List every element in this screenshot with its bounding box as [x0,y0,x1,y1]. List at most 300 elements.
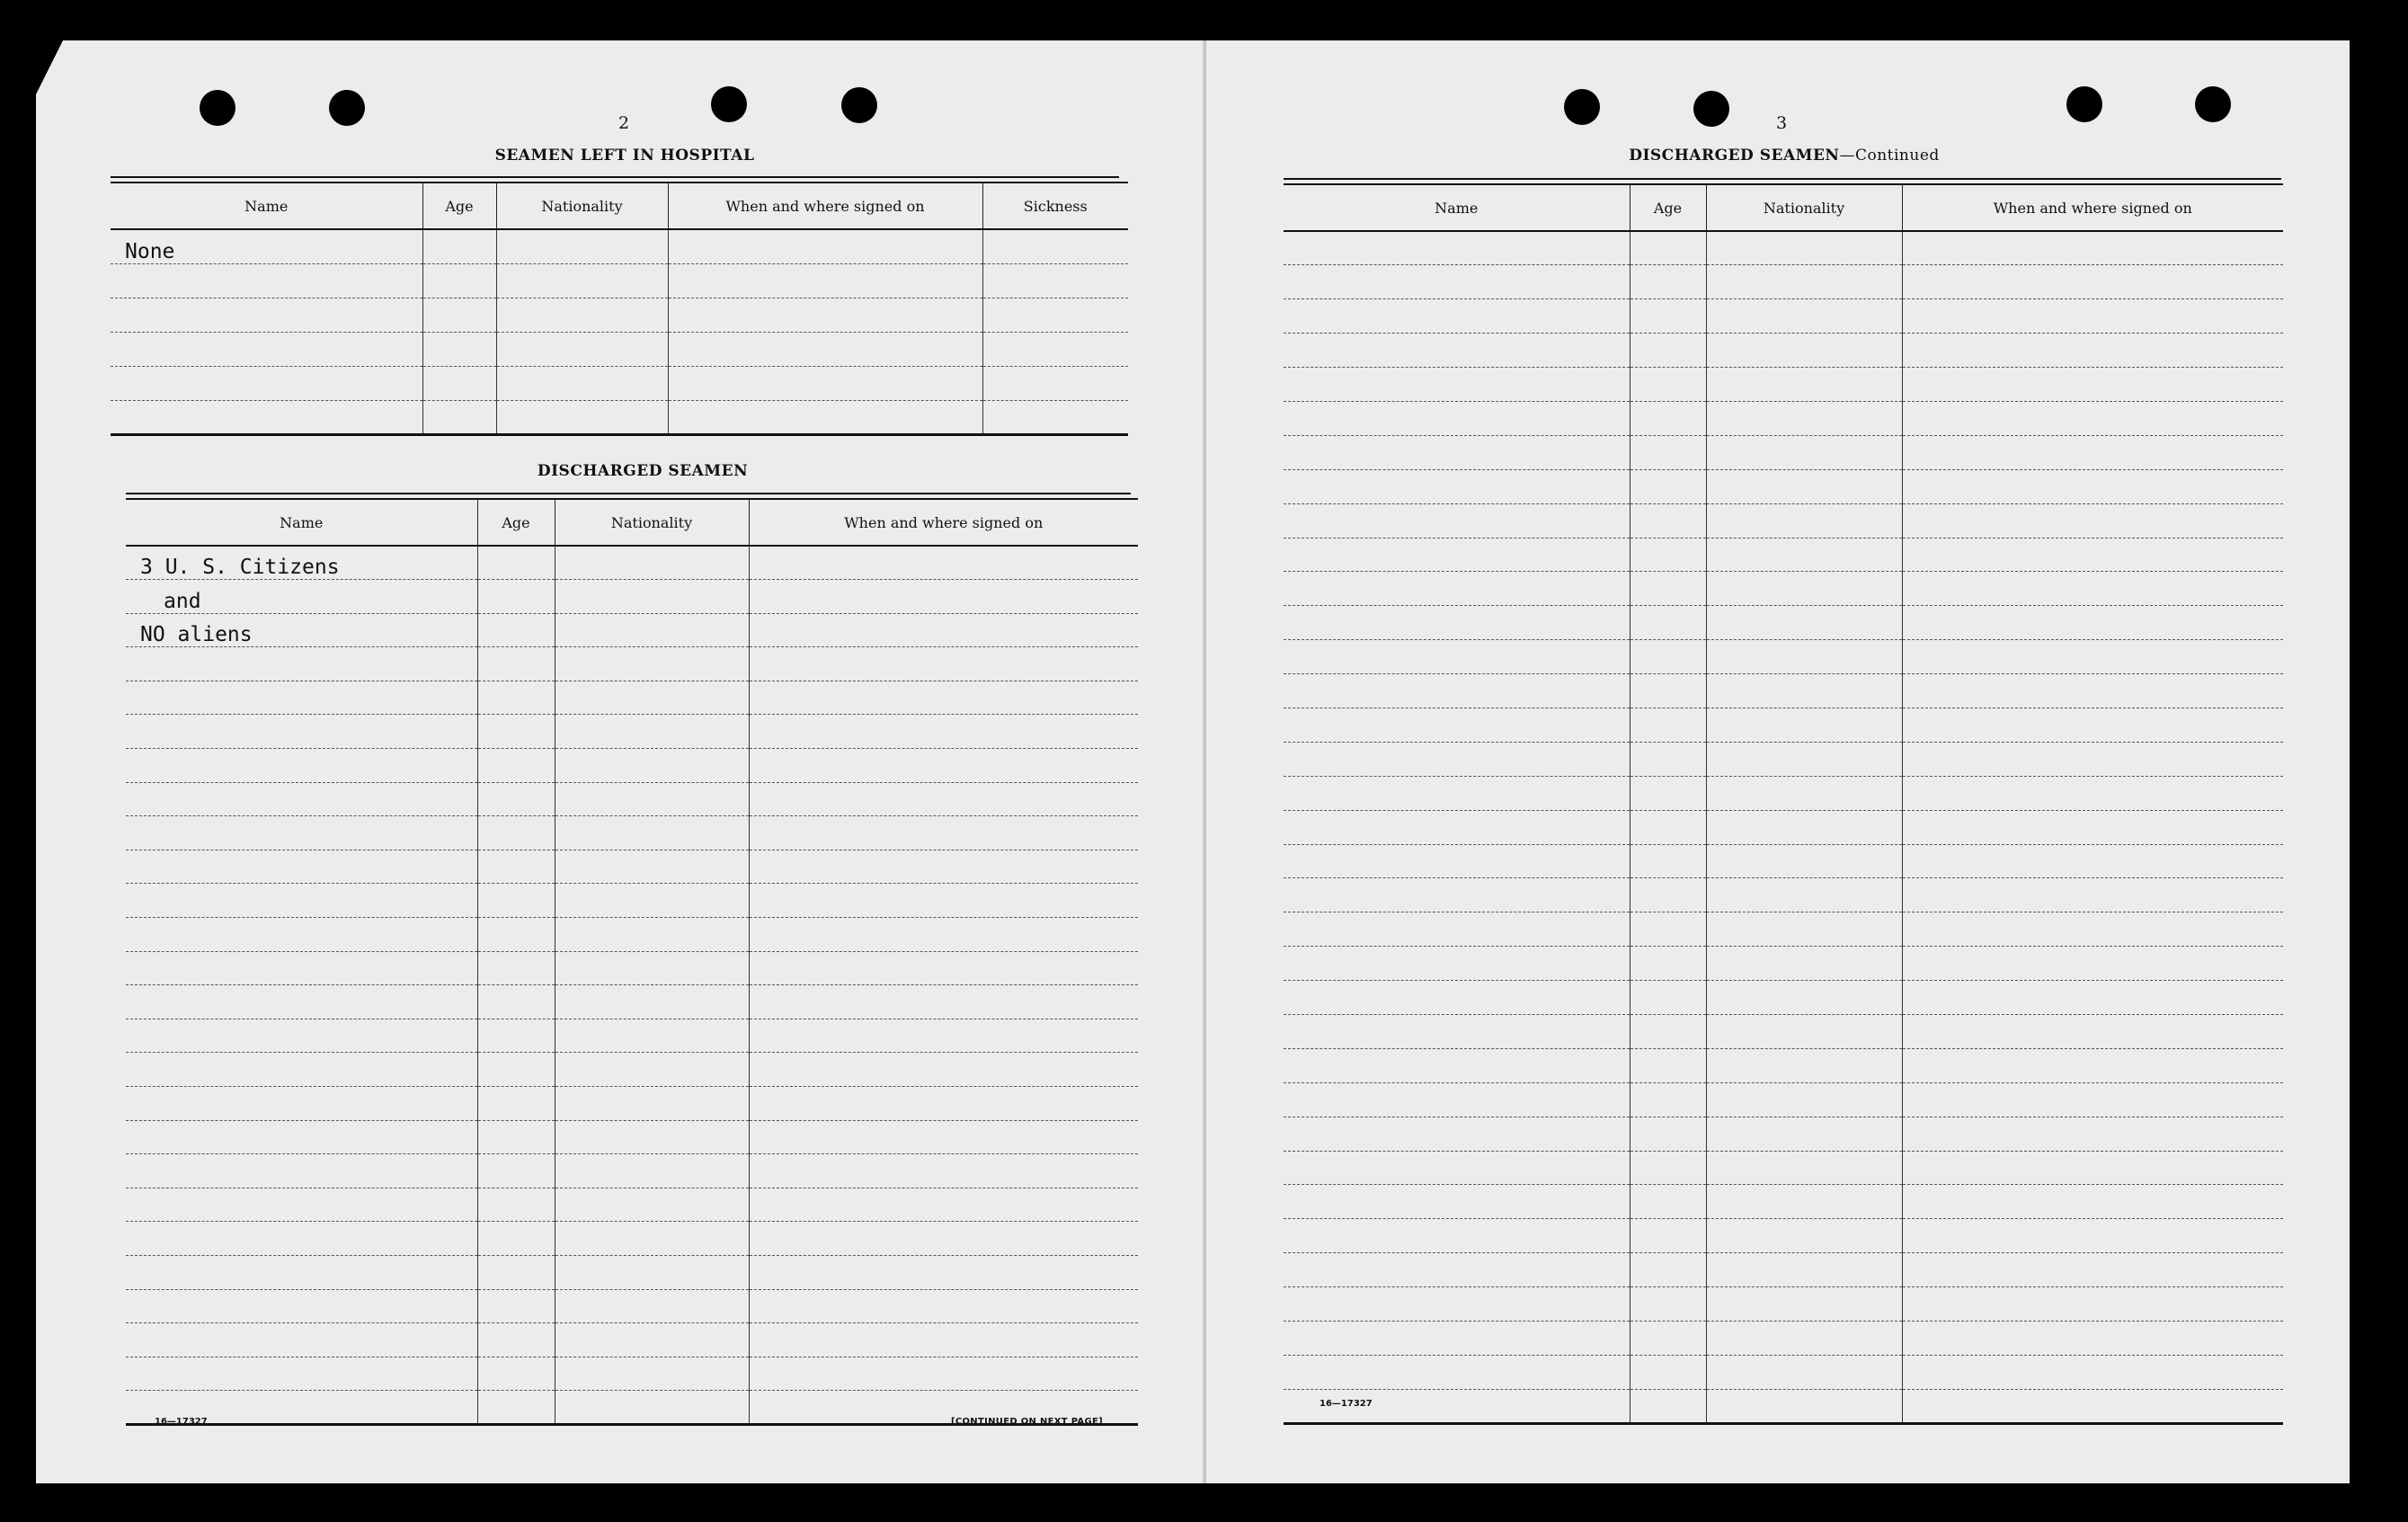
table-cell [126,1019,477,1053]
table-cell [1630,1048,1706,1082]
table-row [126,1255,1138,1289]
table-cell [1630,503,1706,538]
table-cell [749,951,1138,985]
table-cell [496,298,668,332]
table-cell [1706,435,1902,469]
table-row [126,1120,1138,1154]
table-cell [1284,503,1630,538]
table-cell [1284,265,1630,299]
table-header-row [1284,184,2283,231]
table-cell [1902,469,2283,503]
punch-hole [2195,86,2231,122]
table-cell [126,1323,477,1357]
table-cell [749,647,1138,681]
table-cell [1284,1287,1630,1322]
table-row [111,229,1128,263]
table-cell [1630,368,1706,402]
table-cell [1902,1014,2283,1048]
table-row [126,1087,1138,1121]
table-cell [1630,538,1706,572]
table-row [1284,231,2283,265]
table-cell [1706,606,1902,640]
table-cell [555,951,749,985]
table-cell [1902,572,2283,606]
table-cell [1706,334,1902,368]
table-header-row [111,182,1128,229]
table-cell: and [126,580,477,614]
table-cell [982,263,1128,298]
table-cell [668,263,982,298]
table-cell [477,816,555,850]
table-cell [749,850,1138,884]
table-row [126,816,1138,850]
table-cell [1630,1014,1706,1048]
table-cell [126,1289,477,1323]
table-cell [668,332,982,366]
table-cell [111,332,422,366]
table-cell [477,1120,555,1154]
discharged-table [126,498,1138,1426]
table-cell [126,1255,477,1289]
table-cell [1630,947,1706,981]
table-cell [749,1087,1138,1121]
table-cell [1630,810,1706,844]
table-row [126,1289,1138,1323]
column-header-age: Age [422,182,496,229]
table-cell [1630,469,1706,503]
table-cell [1902,231,2283,265]
table-cell [126,884,477,918]
table-row [126,613,1138,647]
table-cell [1706,1355,1902,1389]
table-cell [1284,878,1630,912]
table-cell [1902,265,2283,299]
table-cell [1630,1322,1706,1356]
table-cell [1902,1389,2283,1423]
table-cell [126,647,477,681]
table-cell [555,1222,749,1256]
punch-hole [329,90,365,126]
table-cell [1630,1219,1706,1253]
table-row [1284,606,2283,640]
table-cell [1284,981,1630,1015]
table-cell [496,332,668,366]
table-cell [1706,368,1902,402]
table-cell [555,1087,749,1121]
table-cell [555,1120,749,1154]
table-cell [749,749,1138,783]
table-row [111,400,1128,434]
table-cell: None [111,229,422,263]
table-cell [1284,947,1630,981]
table-row [111,263,1128,298]
table-cell [1902,435,2283,469]
table-cell [749,1154,1138,1188]
table-cell [1630,606,1706,640]
table-row [1284,1048,2283,1082]
table-row [1284,538,2283,572]
table-cell [422,298,496,332]
table-cell [1284,435,1630,469]
punch-hole [711,86,747,122]
table-cell [1284,469,1630,503]
table-row [126,1323,1138,1357]
table-cell [126,1188,477,1222]
table-cell [1902,1287,2283,1322]
discharged-continued-title [1582,147,1986,165]
table-cell [749,884,1138,918]
punch-hole [2066,86,2102,122]
table-header-row [126,499,1138,546]
title-text: DISCHARGED SEAMEN [1629,147,1840,165]
table-cell [126,1222,477,1256]
table-cell [982,366,1128,400]
table-cell [1902,742,2283,776]
table-cell [126,749,477,783]
table-cell [1630,674,1706,708]
table-cell [1706,265,1902,299]
table-cell [477,1357,555,1391]
table-cell [1706,674,1902,708]
table-cell [1630,844,1706,878]
title-rule [126,493,1131,494]
table-row [1284,265,2283,299]
table-cell [1630,1117,1706,1151]
table-cell [422,400,496,434]
column-header-name: Name [126,499,477,546]
table-row [1284,1082,2283,1117]
table-cell [749,681,1138,715]
table-cell [496,229,668,263]
table-cell [1630,1151,1706,1185]
table-cell [1284,368,1630,402]
table-cell [126,985,477,1019]
form-number-right: 16—17327 [1320,1399,1373,1409]
table-cell [1902,776,2283,810]
table-cell [1284,1082,1630,1117]
table-cell [1902,640,2283,674]
table-cell [555,918,749,952]
table-cell [1902,334,2283,368]
table-row [1284,1287,2283,1322]
table-row [126,1053,1138,1087]
table-cell [1284,1151,1630,1185]
table-cell [477,1019,555,1053]
table-row [126,850,1138,884]
table-cell [1284,606,1630,640]
table-cell [1630,1287,1706,1322]
table-cell [1284,572,1630,606]
title-rule [111,176,1119,178]
table-cell [1706,878,1902,912]
form-number-left: 16—17327 [155,1417,208,1427]
table-cell [1706,1082,1902,1117]
table-cell [1706,1253,1902,1287]
table-cell [555,749,749,783]
table-cell [422,263,496,298]
column-header-name: Name [111,182,422,229]
table-cell [1706,1117,1902,1151]
table-cell [1902,1322,2283,1356]
table-cell [749,1323,1138,1357]
table-row [1284,1219,2283,1253]
table-cell [1902,844,2283,878]
table-cell [1706,1185,1902,1219]
table-cell [749,1357,1138,1391]
table-cell [555,1391,749,1425]
table-cell [668,229,982,263]
table-row [111,332,1128,366]
table-cell [1902,401,2283,435]
table-row [1284,1185,2283,1219]
table-cell [1902,878,2283,912]
table-cell [422,332,496,366]
continued-note: [CONTINUED ON NEXT PAGE] [951,1417,1103,1427]
table-cell [1706,742,1902,776]
table-cell [1630,1355,1706,1389]
table-row [126,884,1138,918]
table-cell [1902,1151,2283,1185]
punch-hole [841,87,877,123]
discharged-section-title: DISCHARGED SEAMEN [537,462,749,480]
table-cell [1902,674,2283,708]
table-cell [126,918,477,952]
table-row [1284,1389,2283,1423]
table-cell [555,1255,749,1289]
table-cell [749,613,1138,647]
table-cell [1630,1253,1706,1287]
table-cell [477,1255,555,1289]
table-cell [477,613,555,647]
table-cell [555,816,749,850]
table-row [1284,674,2283,708]
column-header-nationality: Nationality [496,182,668,229]
table-cell [1706,844,1902,878]
table-cell [555,1188,749,1222]
table-cell [477,1053,555,1087]
table-cell [1706,503,1902,538]
table-row [1284,435,2283,469]
table-cell [477,1154,555,1188]
table-cell [126,1357,477,1391]
table-row [1284,1355,2283,1389]
column-header-nationality: Nationality [1706,184,1902,231]
table-cell [1630,401,1706,435]
table-row [1284,742,2283,776]
table-row [1284,401,2283,435]
table-cell [1284,844,1630,878]
table-cell [1706,1048,1902,1082]
table-cell [1706,776,1902,810]
hospital-table [111,182,1128,436]
table-cell [1630,231,1706,265]
table-cell [477,850,555,884]
table-cell [1284,538,1630,572]
table-cell [749,1053,1138,1087]
table-cell [749,918,1138,952]
table-row [126,1019,1138,1053]
table-cell [555,850,749,884]
table-cell [1902,538,2283,572]
page-number-left: 2 [618,113,630,133]
table-cell [1284,334,1630,368]
table-cell [1902,1117,2283,1151]
table-cell [1630,912,1706,947]
table-cell [477,647,555,681]
table-cell [126,1053,477,1087]
table-cell [555,1019,749,1053]
table-row [126,546,1138,580]
table-row [126,715,1138,749]
table-cell [1706,981,1902,1015]
table-cell [477,1289,555,1323]
table-cell [982,229,1128,263]
table-cell [1630,742,1706,776]
table-row [126,1222,1138,1256]
table-cell [1706,469,1902,503]
table-cell [749,816,1138,850]
table-row [1284,1117,2283,1151]
table-cell [1630,776,1706,810]
table-cell [982,332,1128,366]
table-cell [477,715,555,749]
table-cell [111,366,422,400]
table-cell [1284,299,1630,334]
table-row [1284,912,2283,947]
table-row [1284,708,2283,742]
punch-hole [200,90,235,126]
table-cell [749,1289,1138,1323]
discharged-continued-table [1284,183,2283,1425]
table-row [126,1154,1138,1188]
table-cell [1284,1253,1630,1287]
table-cell [555,884,749,918]
table-row [1284,878,2283,912]
column-header-signed-on: When and where signed on [1902,184,2283,231]
table-cell [1284,231,1630,265]
table-cell [1902,1185,2283,1219]
table-cell [555,1053,749,1087]
table-cell [126,681,477,715]
table-cell [749,1019,1138,1053]
table-row [1284,1151,2283,1185]
table-cell [749,1120,1138,1154]
table-cell [1706,401,1902,435]
table-row [126,749,1138,783]
table-cell [1902,1219,2283,1253]
table-cell [668,400,982,434]
table-cell [1630,299,1706,334]
table-cell [1284,708,1630,742]
table-row [111,298,1128,332]
table-cell [749,1188,1138,1222]
table-cell [1630,1389,1706,1423]
table-cell [1902,1048,2283,1082]
table-cell [1284,674,1630,708]
table-cell [1902,503,2283,538]
table-row [1284,299,2283,334]
table-cell [1706,912,1902,947]
table-cell [1284,1219,1630,1253]
table-cell [1706,538,1902,572]
table-cell [477,1323,555,1357]
table-cell [1284,810,1630,844]
table-cell [1284,742,1630,776]
table-cell [477,985,555,1019]
table-cell [477,749,555,783]
table-row [126,951,1138,985]
table-cell [1630,1082,1706,1117]
table-cell [1630,435,1706,469]
table-row [126,782,1138,816]
table-row [1284,947,2283,981]
table-row [1284,1253,2283,1287]
title-suffix: —Continued [1839,147,1940,165]
table-cell [126,951,477,985]
table-cell [126,1154,477,1188]
column-header-age: Age [477,499,555,546]
table-cell [1630,1185,1706,1219]
table-cell [555,1323,749,1357]
table-cell [126,816,477,850]
table-cell [1284,1117,1630,1151]
table-row [126,647,1138,681]
table-cell [422,366,496,400]
table-row [1284,334,2283,368]
table-row [1284,469,2283,503]
table-cell [126,782,477,816]
table-cell [1902,708,2283,742]
table-cell [1706,1287,1902,1322]
table-row [1284,776,2283,810]
table-cell [668,366,982,400]
table-cell [477,918,555,952]
column-header-signed-on: When and where signed on [668,182,982,229]
table-row [1284,1014,2283,1048]
page-number-right: 3 [1776,113,1788,133]
table-cell [555,1357,749,1391]
table-cell [1706,947,1902,981]
table-cell [749,715,1138,749]
table-cell [1630,981,1706,1015]
table-cell [126,1120,477,1154]
table-cell [555,782,749,816]
column-header-age: Age [1630,184,1706,231]
table-cell [477,1391,555,1425]
table-cell [749,1255,1138,1289]
punch-hole [1564,89,1600,125]
column-header-name: Name [1284,184,1630,231]
table-cell [555,985,749,1019]
table-cell [1630,265,1706,299]
table-cell [1706,299,1902,334]
table-cell [555,613,749,647]
table-cell [555,715,749,749]
table-cell [477,951,555,985]
table-cell [111,263,422,298]
table-row [126,1357,1138,1391]
column-header-sickness: Sickness [982,182,1128,229]
table-cell [477,1222,555,1256]
table-row [1284,368,2283,402]
table-cell [1706,1322,1902,1356]
table-cell [1706,1014,1902,1048]
table-cell [1902,1253,2283,1287]
table-cell [749,546,1138,580]
table-cell [982,400,1128,434]
hospital-section-title: SEAMEN LEFT IN HOSPITAL [494,147,755,165]
table-cell [1284,640,1630,674]
